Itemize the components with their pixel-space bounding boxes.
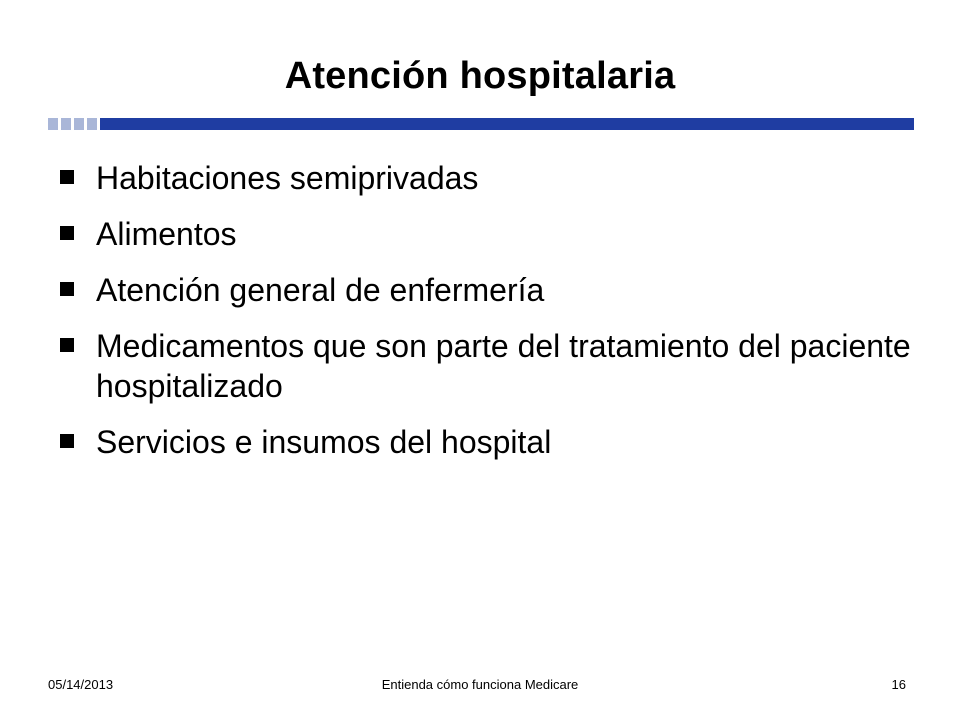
divider-square [74, 118, 84, 130]
divider-square [48, 118, 58, 130]
bullet-text: Alimentos [96, 216, 237, 252]
square-bullet-icon [60, 434, 74, 448]
footer-date: 05/14/2013 [48, 677, 114, 692]
footer-page-number: 16 [891, 677, 906, 692]
bullet-item [60, 326, 920, 406]
bullet-list [60, 158, 920, 478]
bullet-item [60, 158, 920, 198]
bullet-text: Medicamentos que son parte del tratamiento del paciente hospitalizado [96, 328, 911, 404]
title-divider [48, 118, 914, 130]
square-bullet-icon [60, 170, 74, 184]
bullet-item [60, 422, 920, 462]
bullet-text: Habitaciones semiprivadas [96, 160, 479, 196]
slide-title: Atención hospitalaria [284, 55, 676, 97]
square-bullet-icon [60, 338, 74, 352]
bullet-text: Servicios e insumos del hospital [96, 424, 552, 460]
divider-square [87, 118, 97, 130]
divider-bar [100, 118, 914, 130]
footer-title: Entienda cómo funciona Medicare [381, 677, 579, 692]
divider-square [61, 118, 71, 130]
square-bullet-icon [60, 226, 74, 240]
bullet-text: Atención general de enfermería [96, 272, 545, 308]
square-bullet-icon [60, 282, 74, 296]
bullet-item [60, 270, 920, 310]
bullet-item [60, 214, 920, 254]
